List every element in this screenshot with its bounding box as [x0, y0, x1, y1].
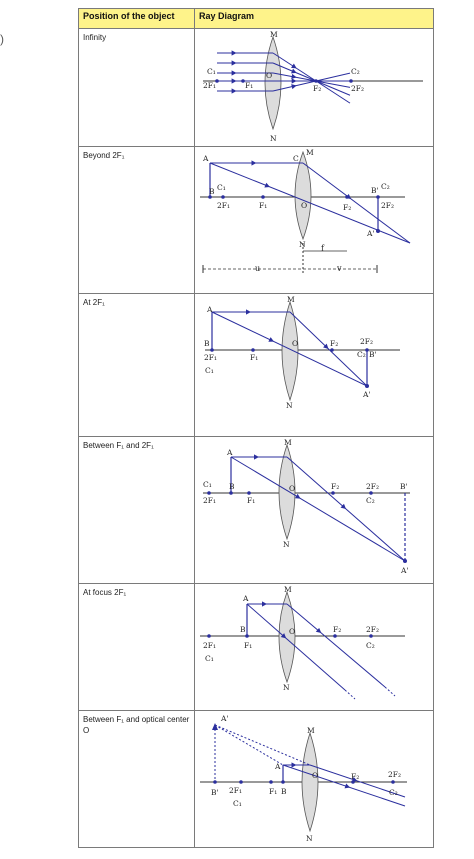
axis-point — [239, 780, 243, 784]
label-m: M — [307, 726, 315, 735]
label-m: M — [270, 30, 278, 39]
label-2f2: 2F₂ — [381, 201, 394, 210]
lens-ray-diagram-table — [78, 8, 434, 848]
label-f2: F₂ — [313, 84, 322, 93]
axis-point — [281, 780, 285, 784]
label-n: N — [306, 834, 313, 843]
label-c2: C₂ — [389, 788, 398, 797]
ray-diagram-between-f1-o — [195, 711, 433, 847]
axis-point — [261, 195, 265, 199]
ray-line — [231, 457, 405, 561]
label-v: v — [337, 264, 342, 273]
label-f2: F₂ — [330, 339, 339, 348]
label-2f1: 2F₁ — [203, 496, 216, 505]
label-u: u — [255, 264, 261, 273]
arrow-head — [292, 78, 297, 83]
image-tip — [403, 559, 407, 563]
label-f1: F₁ — [244, 641, 253, 650]
label-c2: C₂ — [366, 496, 375, 505]
label-2f1: 2F₁ — [204, 353, 217, 362]
label-f1: F₁ — [259, 201, 268, 210]
label-n: N — [283, 540, 290, 549]
label-b: B — [281, 787, 287, 796]
axis-point — [229, 491, 233, 495]
label-n: N — [299, 240, 306, 249]
header-ray-diagram: Ray Diagram — [195, 9, 434, 29]
arrow-head — [291, 84, 296, 89]
label-o: O — [289, 627, 296, 636]
axis-point — [251, 348, 255, 352]
label-a-prime: A' — [363, 390, 371, 399]
axis-point — [369, 634, 373, 638]
label-b: B — [204, 339, 210, 348]
page-edge-mark: ) — [0, 32, 4, 46]
diagram-cell — [195, 584, 434, 711]
axis-point — [207, 634, 211, 638]
axis-point — [330, 348, 334, 352]
label-c1: C₁ — [205, 366, 214, 375]
arrow-head — [246, 309, 251, 314]
position-cell: Between F₁ and 2F₁ — [79, 437, 195, 584]
axis-point — [221, 195, 225, 199]
label-m: M — [306, 148, 314, 157]
label-2f1: 2F₁ — [203, 81, 216, 90]
label-m: M — [284, 585, 292, 594]
label-2f2: 2F₂ — [388, 770, 401, 779]
label-c2: C₂ — [357, 350, 366, 359]
convex-lens — [295, 152, 311, 239]
label-a: A — [275, 762, 281, 771]
table-row — [79, 437, 434, 584]
label-o: O — [289, 484, 296, 493]
position-cell: At focus 2F₁ — [79, 584, 195, 711]
diagram-cell — [195, 29, 434, 147]
position-cell: Beyond 2F₁ — [79, 147, 195, 294]
label-f1: F₁ — [250, 353, 259, 362]
diagram-cell — [195, 711, 434, 848]
label-2f2: 2F₂ — [351, 84, 364, 93]
label-n: N — [286, 401, 293, 410]
axis-point — [331, 491, 335, 495]
label-f1: F₁ — [269, 787, 278, 796]
ray-diagram-at-focus — [195, 584, 433, 710]
ray-extension — [345, 690, 355, 699]
axis-point — [245, 634, 249, 638]
ray-extension — [385, 687, 395, 696]
arrow-head — [291, 63, 297, 68]
ray-line — [247, 604, 345, 690]
arrow-head — [262, 601, 267, 606]
arrow-head — [252, 160, 257, 165]
arrow-head — [291, 74, 296, 79]
label-o: O — [312, 771, 319, 780]
label-b-prime: B' — [211, 788, 219, 797]
label-a: A — [203, 154, 209, 163]
refracted-ray — [273, 73, 350, 87]
label-o: O — [266, 71, 273, 80]
ray-diagram-infinity — [195, 29, 433, 146]
axis-point — [207, 491, 211, 495]
label-f2: F₂ — [331, 482, 340, 491]
ray-line — [283, 765, 405, 806]
diagram-cell — [195, 294, 434, 437]
label-2f2: 2F₂ — [360, 337, 373, 346]
label-b: B — [209, 187, 215, 196]
virtual-ray — [215, 725, 310, 765]
label-c1: C₁ — [207, 67, 216, 76]
axis-point — [213, 780, 217, 784]
label-b: B — [240, 625, 246, 634]
label-a-prime: A' — [221, 714, 229, 723]
label-c2: C₂ — [381, 182, 390, 191]
label-n: N — [283, 683, 290, 692]
label-2f2: 2F₂ — [366, 482, 379, 491]
ray-diagram-between-f1-2f1 — [195, 437, 433, 583]
arrow-head — [232, 70, 237, 75]
label-o: O — [301, 201, 308, 210]
refracted-ray — [273, 73, 350, 91]
image-tip — [212, 723, 218, 730]
label-b: B — [229, 482, 235, 491]
label-2f1: 2F₁ — [229, 786, 242, 795]
label-n: N — [270, 134, 277, 143]
table-row — [79, 584, 434, 711]
arrow-head — [232, 88, 237, 93]
convex-lens — [265, 37, 281, 129]
arrow-head — [232, 50, 237, 55]
label-f1: F₁ — [245, 81, 254, 90]
label-f2: F₂ — [333, 625, 342, 634]
ray-diagram-beyond-2f1 — [195, 147, 433, 293]
label-b-prime: B' — [369, 350, 377, 359]
table-header-row — [79, 9, 434, 29]
table-row — [79, 147, 434, 294]
label-2f1: 2F₁ — [203, 641, 216, 650]
label-c1: C₁ — [233, 799, 242, 808]
arrow-head — [254, 454, 259, 459]
table-row — [79, 29, 434, 147]
axis-point — [376, 195, 380, 199]
axis-point — [391, 780, 395, 784]
label-a-prime: A' — [401, 566, 409, 575]
diagram-cell — [195, 147, 434, 294]
refracted-ray — [273, 53, 350, 103]
arrow-head — [232, 78, 237, 83]
table-row — [79, 711, 434, 848]
label-f2: F₂ — [343, 203, 352, 212]
label-m: M — [284, 438, 292, 447]
label-c1: C₁ — [217, 183, 226, 192]
axis-point — [269, 780, 273, 784]
arrow-head — [292, 762, 297, 767]
label-f: f — [321, 244, 324, 253]
refracted-ray — [273, 63, 350, 95]
label-c2: C₂ — [366, 641, 375, 650]
label-a: A — [243, 594, 249, 603]
axis-point — [369, 491, 373, 495]
label-c2: C₂ — [351, 67, 360, 76]
label-c1: C₁ — [203, 480, 212, 489]
point-f2 — [314, 79, 318, 83]
label-a-prime: A' — [367, 229, 375, 238]
position-cell: Infinity — [79, 29, 195, 147]
label-m: M — [287, 295, 295, 304]
label-c: C — [293, 154, 299, 163]
position-cell: At 2F₁ — [79, 294, 195, 437]
axis-point — [210, 348, 214, 352]
diagram-cell — [195, 437, 434, 584]
table-row — [79, 294, 434, 437]
virtual-ray — [215, 725, 283, 765]
image-tip — [365, 384, 369, 388]
label-o: O — [292, 339, 299, 348]
header-position: Position of the object — [79, 9, 195, 29]
label-f1: F₁ — [247, 496, 256, 505]
label-f2: F₂ — [351, 772, 360, 781]
axis-point — [247, 491, 251, 495]
arrow-head — [232, 60, 237, 65]
label-2f1: 2F₁ — [217, 201, 230, 210]
label-b-prime: B' — [371, 186, 379, 195]
axis-point — [345, 195, 349, 199]
label-a: A — [207, 305, 213, 314]
label-c1: C₁ — [205, 654, 214, 663]
position-cell: Between F₁ and optical center O — [79, 711, 195, 848]
label-a: A — [227, 448, 233, 457]
label-2f2: 2F₂ — [366, 625, 379, 634]
image-tip — [376, 229, 380, 233]
ray-diagram-at-2f1 — [195, 294, 433, 436]
label-b-prime: B' — [400, 482, 408, 491]
convex-lens — [302, 733, 318, 831]
axis-point — [333, 634, 337, 638]
point-2f2 — [349, 79, 353, 83]
